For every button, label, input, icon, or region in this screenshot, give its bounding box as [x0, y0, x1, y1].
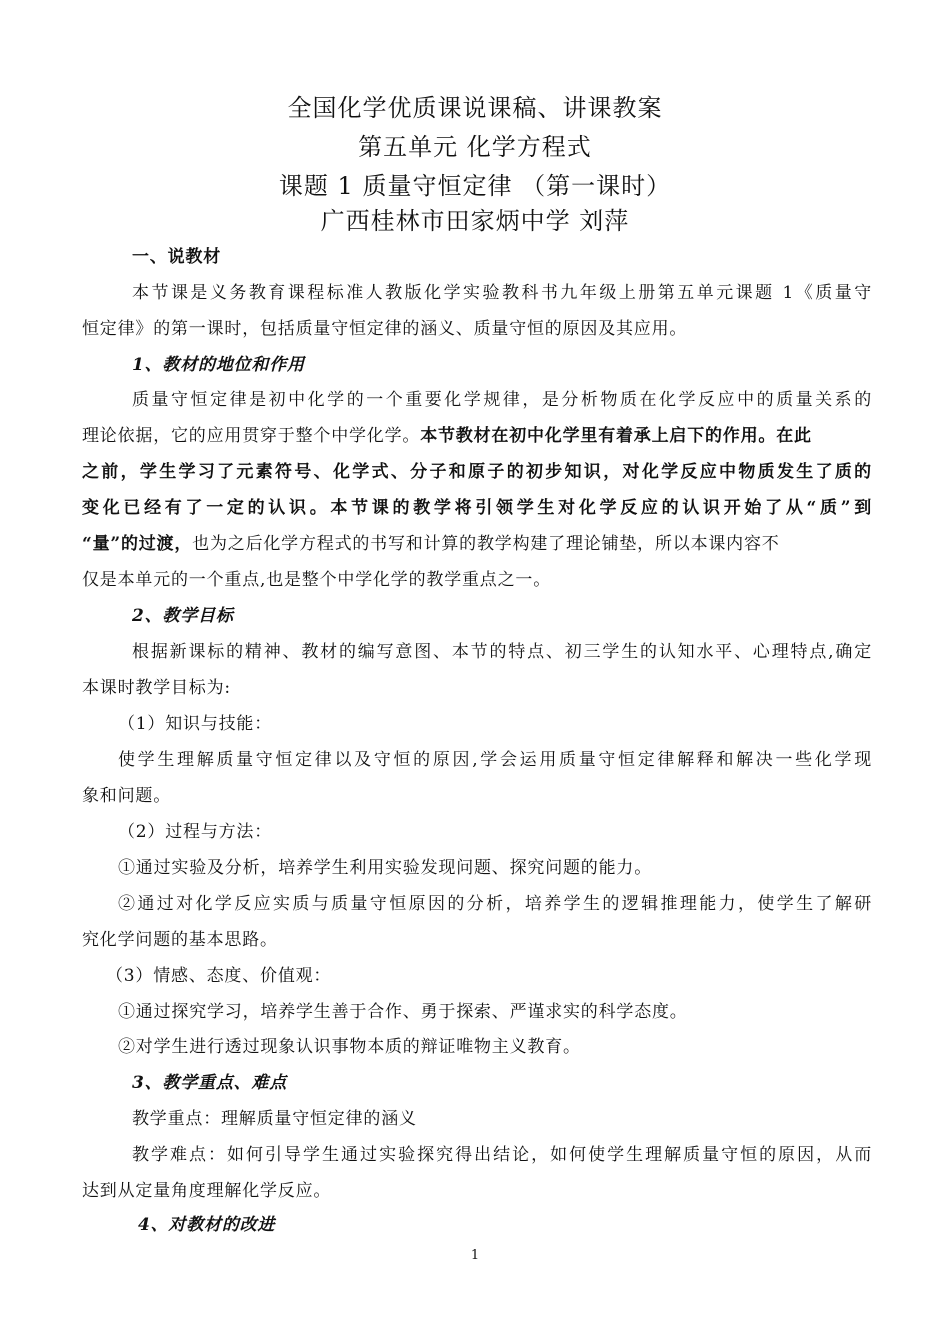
subsection-heading: 1、教材的地位和作用	[132, 355, 305, 375]
paragraph-line: 达到从定量角度理解化学反应。	[82, 1181, 332, 1201]
section-heading: 一、说教材	[132, 247, 221, 267]
paragraph-line: 本课时教学目标为:	[82, 678, 231, 698]
subsection-heading: 3、教学重点、难点	[132, 1073, 288, 1093]
paragraph-line: 仅是本单元的一个重点,也是整个中学化学的教学重点之一。	[82, 570, 552, 590]
paragraph-line: 象和问题。	[82, 786, 171, 806]
paragraph-line: 根据新课标的精神、教材的编写意图、本节的特点、初三学生的认知水平、心理特点,确定	[132, 642, 872, 662]
unit-title: 第五单元 化学方程式	[358, 133, 592, 161]
goal-heading: （2）过程与方法：	[118, 822, 273, 842]
paragraph-line: 教学重点：理解质量守恒定律的涵义	[132, 1109, 417, 1129]
subsection-heading: 4、对教材的改进	[138, 1215, 276, 1235]
lesson-title: 课题 1 质量守恒定律 （第一课时）	[278, 172, 672, 200]
author-line: 广西桂林市田家炳中学 刘萍	[320, 207, 630, 235]
paragraph-line: ②通过对化学反应实质与质量守恒原因的分析，培养学生的逻辑推理能力，使学生了解研	[118, 894, 872, 914]
document-title: 全国化学优质课说课稿、讲课教案	[287, 94, 663, 122]
page-number: 1	[470, 1248, 480, 1263]
subsection-heading: 2、教学目标	[132, 606, 234, 626]
paragraph-line: 质量守恒定律是初中化学的一个重要化学规律，是分析物质在化学反应中的质量关系的	[132, 390, 872, 410]
paragraph-line: 变化已经有了一定的认识。本节课的教学将引领学生对化学反应的认识开始了从“质”到	[82, 498, 872, 518]
goal-heading: （1）知识与技能：	[118, 714, 273, 734]
goal-heading: （3）情感、态度、价值观：	[106, 966, 332, 986]
paragraph-line: ②对学生进行透过现象认识事物本质的辩证唯物主义教育。	[118, 1037, 581, 1057]
paragraph-line: 理论依据，它的应用贯穿于整个中学化学。本节教材在初中化学里有着承上启下的作用。在此	[82, 426, 812, 446]
paragraph-line: “量”的过渡，也为之后化学方程式的书写和计算的教学构建了理论铺垫，所以本课内容不	[82, 534, 780, 554]
paragraph-line: 究化学问题的基本思路。	[82, 930, 278, 950]
paragraph-line: 使学生理解质量守恒定律以及守恒的原因,学会运用质量守恒定律解释和解决一些化学现	[118, 750, 872, 770]
paragraph-line: 之前，学生学习了元素符号、化学式、分子和原子的初步知识，对化学反应中物质发生了质的	[82, 462, 872, 482]
paragraph-line: 教学难点：如何引导学生通过实验探究得出结论，如何使学生理解质量守恒的原因，从而	[132, 1145, 872, 1165]
paragraph-line: 本节课是义务教育课程标准人教版化学实验教科书九年级上册第五单元课题 1《质量守	[132, 283, 872, 303]
paragraph-line: ①通过探究学习，培养学生善于合作、勇于探索、严谨求实的科学态度。	[118, 1002, 688, 1022]
paragraph-line: ①通过实验及分析，培养学生利用实验发现问题、探究问题的能力。	[118, 858, 652, 878]
paragraph-line: 恒定律》的第一课时，包括质量守恒定律的涵义、质量守恒的原因及其应用。	[82, 319, 688, 339]
